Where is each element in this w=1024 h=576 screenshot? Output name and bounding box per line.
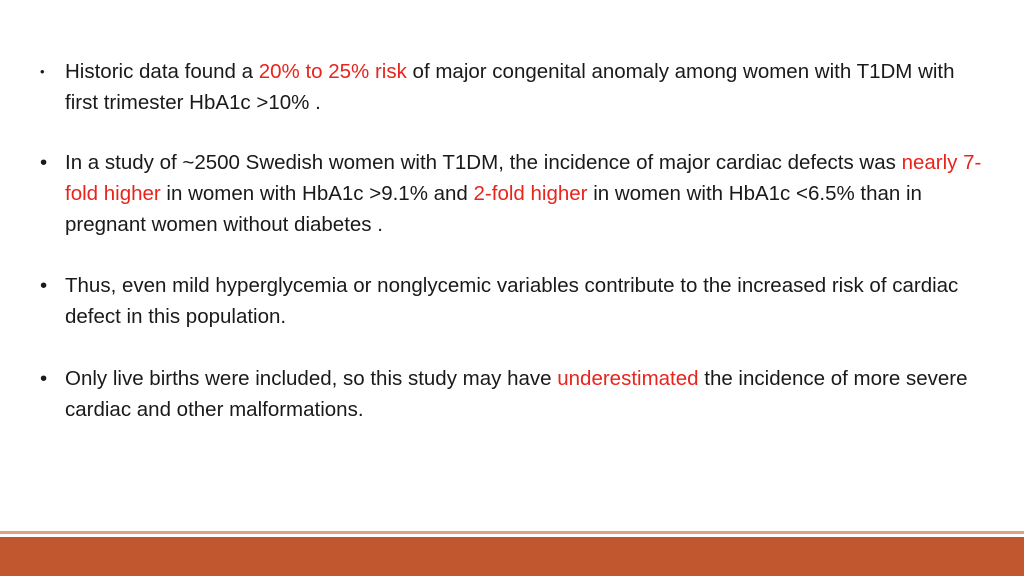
footer-bar: [0, 537, 1024, 576]
bullet-text: [65, 270, 990, 332]
bullet-mild-hyperglycemia: [40, 270, 990, 332]
bullet-marker: •: [40, 367, 48, 390]
bullet-text-part: Only live births were included, so this study may have: [65, 367, 558, 390]
bullet-historic-data: [40, 56, 990, 118]
bullet-marker: •: [40, 151, 48, 174]
bullet-text: [65, 147, 990, 240]
bullet-swedish-study: [40, 147, 990, 240]
bullet-live-births: [40, 363, 990, 425]
bullet-text: [65, 56, 990, 118]
footer-accent-line: [0, 531, 1024, 534]
bullet-marker: •: [40, 274, 48, 297]
bullet-text-part: in women with HbA1c <6.5% than in pregnant women without diabetes .: [65, 182, 922, 236]
bullet-text-part: of major congenital anomaly among women with T1DM with first trimester HbA1c >10% .: [65, 60, 955, 114]
highlight-7-fold: nearly 7-fold higher: [65, 151, 982, 205]
bullet-text-part: the incidence of more severe cardiac and other malformations.: [65, 367, 968, 421]
bullet-text-part: in women with HbA1c >9.1% and: [160, 182, 474, 205]
bullet-text-part: Historic data found a: [65, 60, 259, 83]
highlight-underestimated: underestimated: [557, 367, 699, 390]
highlight-risk-range: 20% to 25% risk: [258, 60, 407, 83]
highlight-2-fold: 2-fold higher: [473, 182, 588, 205]
bullet-text-part: Thus, even mild hyperglycemia or nonglycemic variables contribute to the increased risk of cardiac defect in this population.: [65, 274, 959, 328]
bullet-text-part: In a study of ~2500 Swedish women with T1DM, the incidence of major cardiac defects was: [65, 151, 902, 174]
bullet-text: [65, 363, 990, 425]
bullet-marker: •: [40, 64, 45, 79]
